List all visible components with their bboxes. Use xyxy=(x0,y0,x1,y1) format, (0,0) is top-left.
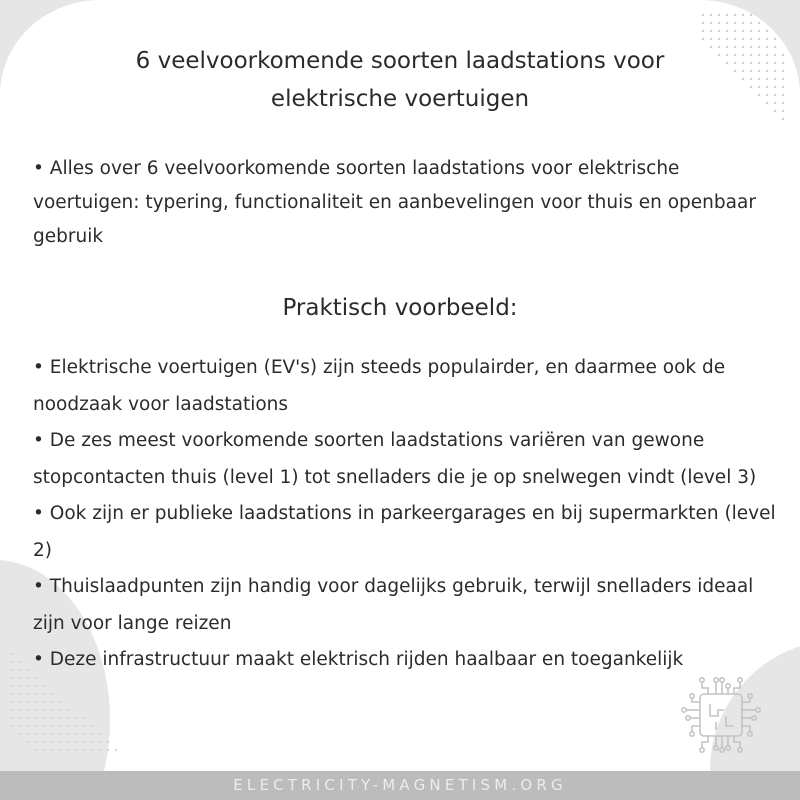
circuit-chip-icon xyxy=(676,674,768,758)
bullet-item-4: • Thuislaadpunten zijn handig voor dagelijks gebruik, terwijl snelladers ideaal zijn voor lange reizen xyxy=(33,576,754,634)
page-title xyxy=(40,42,760,118)
bullet-list xyxy=(33,350,778,679)
bullet-item-5: • Deze infrastructuur maakt elektrisch rijden haalbaar en toegankelijk xyxy=(33,649,684,670)
bullet-item-1: • Elektrische voertuigen (EV's) zijn steeds populairder, en daarmee ook de noodzaak voor laadstations xyxy=(33,357,726,415)
bullet-item-2: • De zes meest voorkomende soorten laadstations variëren van gewone stopcontacten thuis (level 1) tot snelladers die je op snelwegen vindt (level 3) xyxy=(33,430,757,488)
bullet-item-3: • Ook zijn er publieke laadstations in parkeergarages en bij supermarkten (level 2) xyxy=(33,503,776,561)
page-title-line-1: 6 veelvoorkomende soorten laadstations voor xyxy=(135,48,665,74)
section-heading: Praktisch voorbeeld: xyxy=(282,295,518,321)
intro-bullet: • Alles over 6 veelvoorkomende soorten laadstations voor elektrische voertuigen: typering, functionaliteit en aanbevelingen voor thuis en openbaar gebruik xyxy=(33,158,756,247)
footer-site-name: ELECTRICITY-MAGNETISM.ORG xyxy=(233,776,567,794)
page-title-line-2: elektrische voertuigen xyxy=(270,86,530,112)
